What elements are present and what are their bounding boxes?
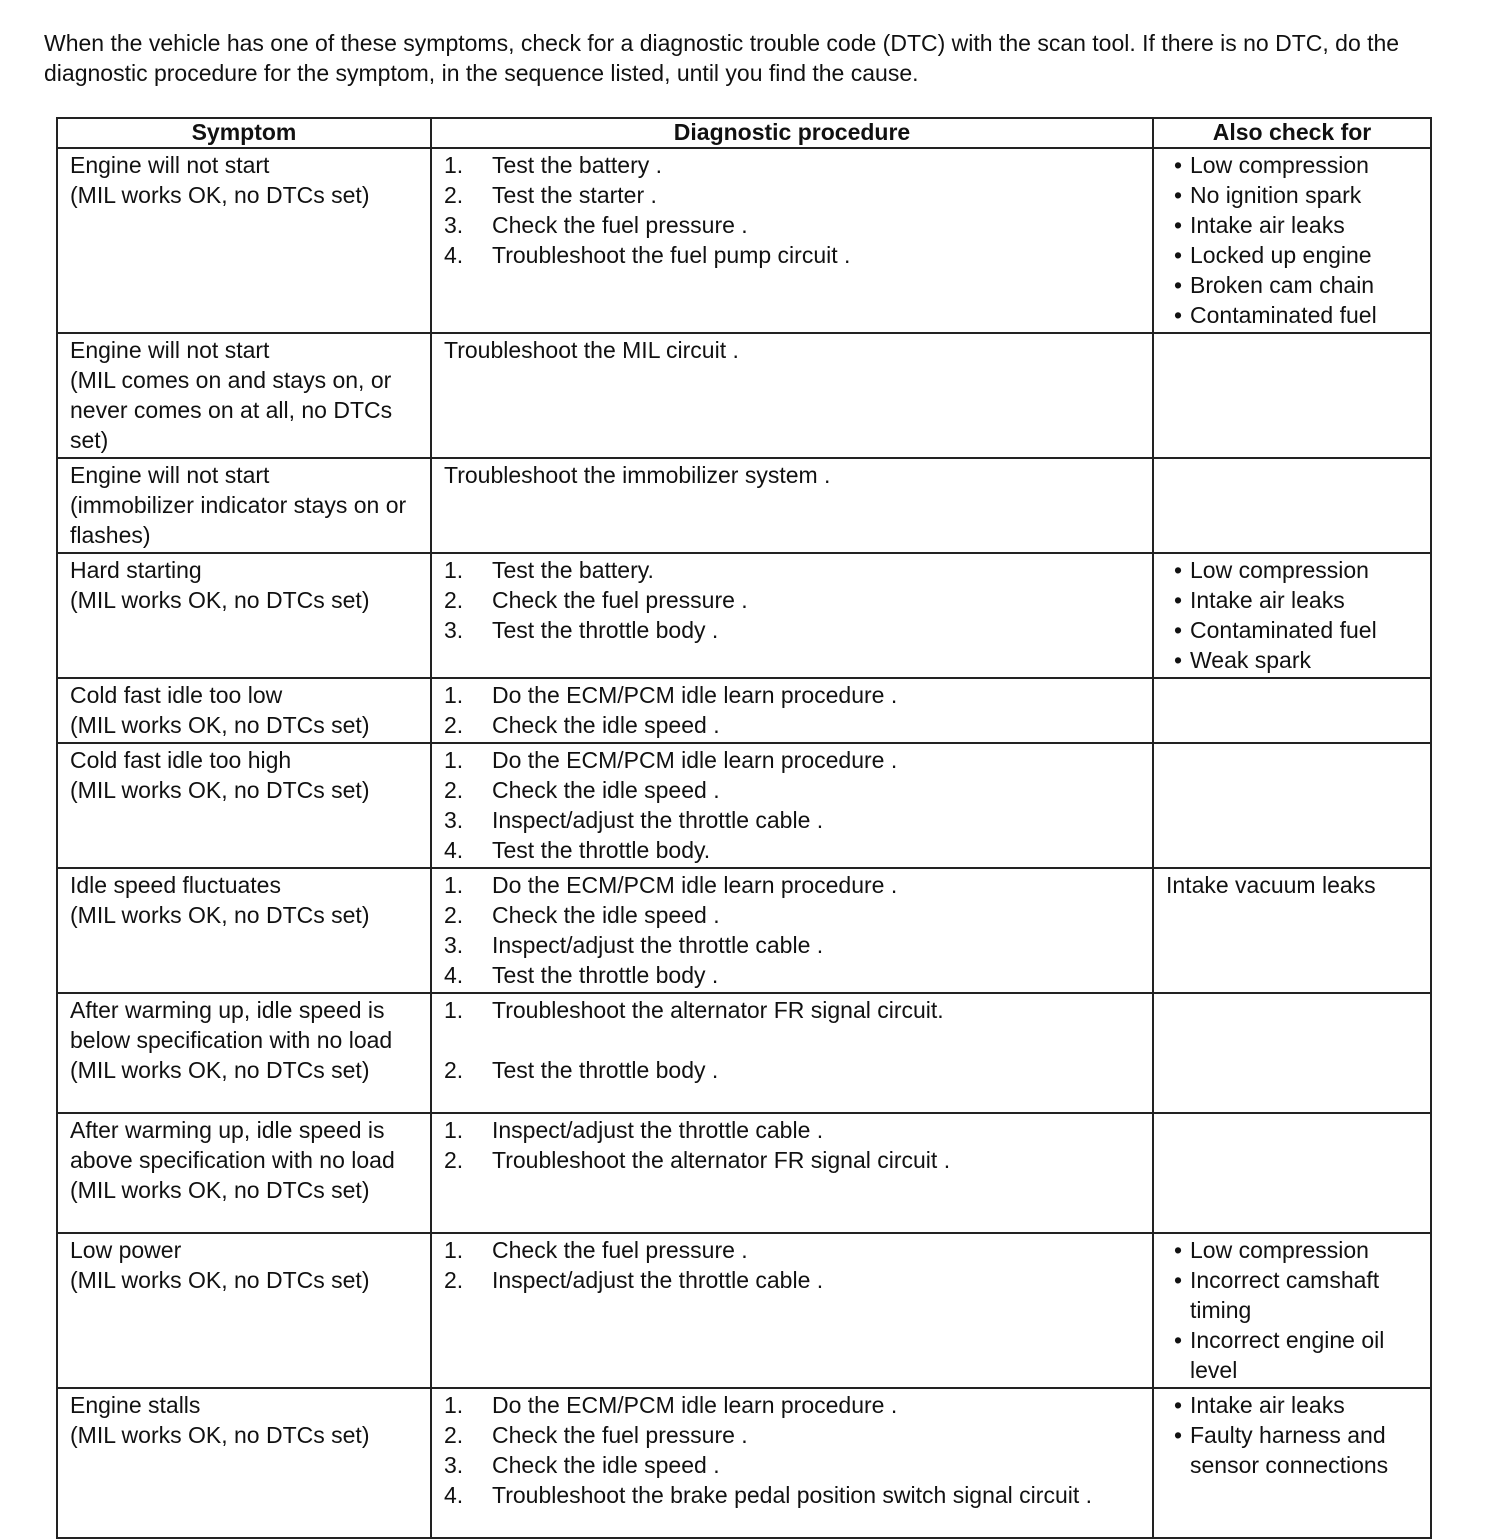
symptom-cell — [57, 743, 431, 868]
also-check-cell — [1153, 553, 1431, 678]
check-list — [1166, 1235, 1420, 1385]
bullet-icon: • — [1173, 1392, 1183, 1418]
procedure-step: 2. Inspect/adjust the throttle cable . — [444, 1267, 824, 1293]
symptom-condition: (MIL works OK, no DTCs set) — [70, 1177, 370, 1203]
symptom-title: Engine will not start — [70, 152, 270, 178]
procedure-steps — [444, 680, 1142, 740]
symptom-title: Low power — [70, 1237, 182, 1263]
symptom-condition: (MIL works OK, no DTCs set) — [70, 587, 370, 613]
bullet-icon: • — [1173, 647, 1183, 673]
procedure-cell — [431, 743, 1153, 868]
procedure-step: 2. Check the idle speed . — [444, 777, 720, 803]
check-item: • Intake air leaks — [1166, 585, 1420, 615]
table-row — [57, 148, 1431, 333]
also-check-cell — [1153, 993, 1431, 1113]
bullet-icon: • — [1173, 1267, 1183, 1293]
check-item: • Weak spark — [1166, 645, 1420, 675]
procedure-step: 4. Test the throttle body . — [444, 962, 719, 988]
procedure-cell — [431, 1388, 1153, 1538]
check-text: Intake vacuum leaks — [1166, 872, 1376, 898]
procedure-step: 2. Check the idle speed . — [444, 902, 720, 928]
check-item: • No ignition spark — [1166, 180, 1420, 210]
check-item: • Faulty harness and sensor connections — [1166, 1420, 1420, 1480]
check-item: • Incorrect camshaft timing — [1166, 1265, 1420, 1325]
bullet-icon: • — [1173, 587, 1183, 613]
check-item: • Intake air leaks — [1166, 1390, 1420, 1420]
bullet-icon: • — [1173, 1237, 1183, 1263]
symptom-cell — [57, 993, 431, 1113]
procedure-steps — [444, 555, 1142, 645]
also-check-cell — [1153, 678, 1431, 743]
procedure-cell — [431, 993, 1153, 1113]
bullet-icon: • — [1173, 152, 1183, 178]
symptom-cell — [57, 868, 431, 993]
procedure-text: Troubleshoot the immobilizer system . — [444, 462, 831, 488]
procedure-step: 2. Test the throttle body . — [444, 1057, 719, 1083]
header-also-check-for: Also check for — [1153, 118, 1431, 148]
symptom-condition: (immobilizer indicator stays on or flashes) — [70, 492, 407, 548]
symptom-cell — [57, 1233, 431, 1388]
bullet-icon: • — [1173, 557, 1183, 583]
procedure-step: 1. Do the ECM/PCM idle learn procedure . — [444, 682, 898, 708]
symptom-cell — [57, 148, 431, 333]
bullet-icon: • — [1173, 272, 1183, 298]
also-check-cell — [1153, 1113, 1431, 1233]
procedure-step: 2. Check the fuel pressure . — [444, 1422, 748, 1448]
procedure-step: 2. Check the idle speed . — [444, 712, 720, 738]
procedure-step: 4. Test the throttle body. — [444, 837, 711, 863]
check-list — [1166, 555, 1420, 675]
procedure-cell — [431, 333, 1153, 458]
symptom-condition: (MIL comes on and stays on, or never comes on at all, no DTCs set) — [70, 367, 393, 453]
table-row — [57, 868, 1431, 993]
procedure-step: 3. Test the throttle body . — [444, 617, 719, 643]
procedure-steps — [444, 1390, 1142, 1510]
also-check-cell — [1153, 148, 1431, 333]
intro-paragraph: When the vehicle has one of these symptoms, check for a diagnostic trouble code (DTC) with the scan tool. If there is no DTC, do the diagnostic procedure for the symptom, in the sequence listed, until you find the cause. — [44, 30, 1400, 86]
symptom-condition: (MIL works OK, no DTCs set) — [70, 1422, 370, 1448]
table-row — [57, 1388, 1431, 1538]
also-check-cell — [1153, 743, 1431, 868]
procedure-step: 1. Do the ECM/PCM idle learn procedure . — [444, 872, 898, 898]
symptom-condition: (MIL works OK, no DTCs set) — [70, 182, 370, 208]
procedure-step: 1. Check the fuel pressure . — [444, 1237, 748, 1263]
procedure-step: 3. Check the fuel pressure . — [444, 212, 748, 238]
header-symptom: Symptom — [57, 118, 431, 148]
table-row — [57, 743, 1431, 868]
procedure-step: 2. Test the starter . — [444, 182, 657, 208]
procedure-steps — [444, 150, 1142, 270]
check-item: • Broken cam chain — [1166, 270, 1420, 300]
symptom-cell — [57, 458, 431, 553]
bullet-icon: • — [1173, 212, 1183, 238]
procedure-cell — [431, 1113, 1153, 1233]
table-row — [57, 1233, 1431, 1388]
procedure-cell — [431, 1233, 1153, 1388]
procedure-steps — [444, 745, 1142, 865]
also-check-cell — [1153, 1388, 1431, 1538]
procedure-step: 4. Troubleshoot the brake pedal position switch signal circuit . — [444, 1482, 1093, 1508]
symptom-title: Engine stalls — [70, 1392, 201, 1418]
table-row — [57, 1113, 1431, 1233]
check-item: • Locked up engine — [1166, 240, 1420, 270]
procedure-step: 3. Check the idle speed . — [444, 1452, 720, 1478]
symptom-condition: (MIL works OK, no DTCs set) — [70, 1057, 370, 1083]
procedure-step: 1. Test the battery. — [444, 557, 654, 583]
symptom-title: Cold fast idle too high — [70, 747, 292, 773]
symptom-cell — [57, 678, 431, 743]
procedure-step: 1. Troubleshoot the alternator FR signal circuit. — [444, 997, 944, 1023]
procedure-step: 2. Troubleshoot the alternator FR signal circuit . — [444, 1147, 951, 1173]
procedure-steps — [444, 995, 1142, 1085]
check-item: • Intake air leaks — [1166, 210, 1420, 240]
procedure-step: 2. Check the fuel pressure . — [444, 587, 748, 613]
procedure-step: 1. Test the battery . — [444, 152, 663, 178]
procedure-cell — [431, 458, 1153, 553]
procedure-cell — [431, 868, 1153, 993]
procedure-step: 1. Do the ECM/PCM idle learn procedure . — [444, 747, 898, 773]
procedure-steps — [444, 1115, 1142, 1175]
also-check-cell — [1153, 333, 1431, 458]
symptom-title: Idle speed fluctuates — [70, 872, 281, 898]
check-item: • Low compression — [1166, 1235, 1420, 1265]
table-row — [57, 993, 1431, 1113]
symptom-condition: (MIL works OK, no DTCs set) — [70, 712, 370, 738]
table-row — [57, 458, 1431, 553]
check-list — [1166, 1390, 1420, 1480]
symptom-cell — [57, 1388, 431, 1538]
symptom-title: Engine will not start — [70, 337, 270, 363]
check-item: • Low compression — [1166, 555, 1420, 585]
procedure-steps — [444, 870, 1142, 990]
procedure-step: 1. Inspect/adjust the throttle cable . — [444, 1117, 824, 1143]
bullet-icon: • — [1173, 617, 1183, 643]
bullet-icon: • — [1173, 1422, 1183, 1448]
bullet-icon: • — [1173, 302, 1183, 328]
check-item: • Contaminated fuel — [1166, 615, 1420, 645]
procedure-text: Troubleshoot the MIL circuit . — [444, 337, 739, 363]
also-check-cell — [1153, 868, 1431, 993]
check-item: • Contaminated fuel — [1166, 300, 1420, 330]
bullet-icon: • — [1173, 182, 1183, 208]
also-check-cell — [1153, 458, 1431, 553]
check-list — [1166, 150, 1420, 330]
symptom-condition: (MIL works OK, no DTCs set) — [70, 777, 370, 803]
procedure-step: 1. Do the ECM/PCM idle learn procedure . — [444, 1392, 898, 1418]
symptom-title: Cold fast idle too low — [70, 682, 283, 708]
procedure-cell — [431, 148, 1153, 333]
procedure-step: 4. Troubleshoot the fuel pump circuit . — [444, 242, 851, 268]
symptom-condition: (MIL works OK, no DTCs set) — [70, 902, 370, 928]
table-row — [57, 333, 1431, 458]
check-item: • Incorrect engine oil level — [1166, 1325, 1420, 1385]
symptom-title: Hard starting — [70, 557, 202, 583]
table-row — [57, 553, 1431, 678]
symptom-cell — [57, 553, 431, 678]
procedure-cell — [431, 553, 1153, 678]
bullet-icon: • — [1173, 242, 1183, 268]
procedure-steps — [444, 1235, 1142, 1295]
check-item: • Low compression — [1166, 150, 1420, 180]
table-header-row — [57, 118, 1431, 148]
symptom-title: After warming up, idle speed is below specification with no load — [70, 997, 393, 1053]
symptom-title: Engine will not start — [70, 462, 270, 488]
table-row — [57, 678, 1431, 743]
header-diagnostic-procedure: Diagnostic procedure — [431, 118, 1153, 148]
also-check-cell — [1153, 1233, 1431, 1388]
procedure-step: 3. Inspect/adjust the throttle cable . — [444, 932, 824, 958]
symptom-troubleshooting-table — [56, 117, 1432, 1539]
procedure-step: 3. Inspect/adjust the throttle cable . — [444, 807, 824, 833]
symptom-condition: (MIL works OK, no DTCs set) — [70, 1267, 370, 1293]
symptom-cell — [57, 333, 431, 458]
procedure-cell — [431, 678, 1153, 743]
symptom-title: After warming up, idle speed is above specification with no load — [70, 1117, 395, 1173]
symptom-cell — [57, 1113, 431, 1233]
bullet-icon: • — [1173, 1327, 1183, 1353]
